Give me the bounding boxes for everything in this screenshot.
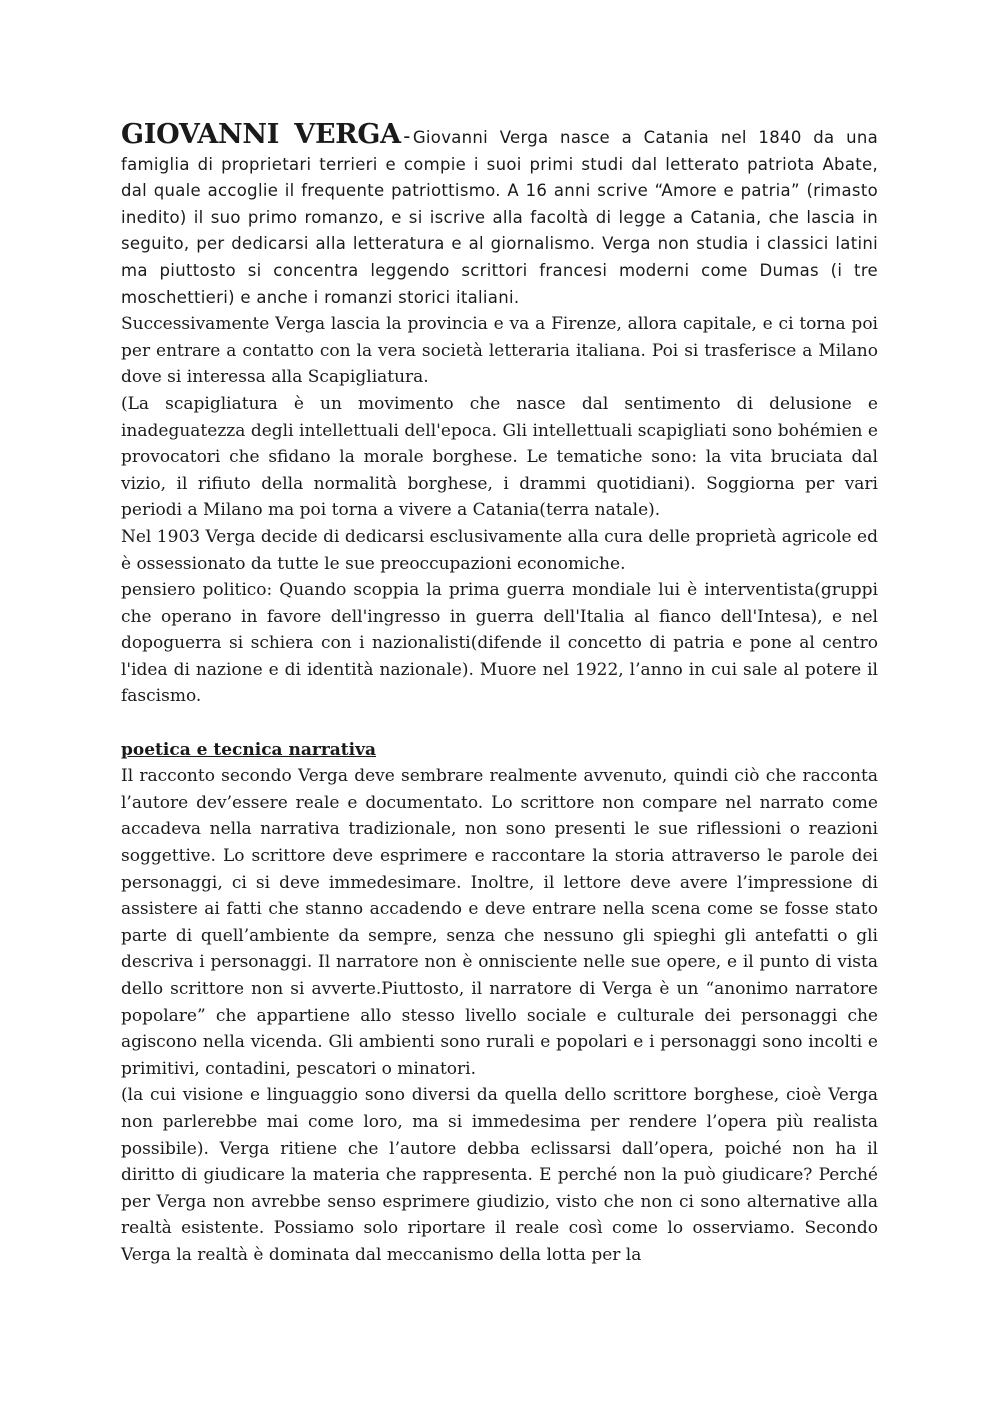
paragraph-scapigliatura: (La scapigliatura è un movimento che nasce dal sentimento di delusione e inadeguatezza degli intellettuali dell'epoca. Gli intellettuali scapigliati sono bohémien e provocatori che sfidano la morale borghese. Le tematiche sono: la vita bruciata dal vizio, il rifiuto della normalità borghese, i drammi quotidiani). Soggiorna per vari periodi a Milano ma poi torna a vivere a Catania(terra natale). — [121, 393, 878, 521]
paragraph-florence: Successivamente Verga lascia la provincia e va a Firenze, allora capitale, e ci torna poi per entrare a contatto con la vera società letteraria italiana. Poi si trasferisce a Milano dove si interessa alla Scapigliatura. — [121, 314, 878, 388]
blank-line — [121, 710, 878, 737]
paragraph-1903: Nel 1903 Verga decide di dedicarsi esclusivamente alla cura delle proprietà agricole ed è ossessionato da tutte le sue preoccupazioni economiche. — [121, 526, 878, 574]
title-separator: - — [400, 124, 413, 148]
intro-text: Giovanni Verga nasce a Catania nel 1840 da una famiglia di proprietari terrieri e compie i suoi primi studi dal letterato patriota Abate, dal quale accoglie il frequente patriottismo. A 16 anni scrive “Amore e patria” (rimasto inedito) il suo primo romanzo, e si iscrive alla facoltà di legge a Catania, che lascia in seguito, per dedicarsi alla letteratura e al giornalismo. Verga non studia i classici latini ma piuttosto si concentra leggendo scrittori francesi moderni come Dumas (i tre moschettieri) e anche i romanzi storici italiani. — [121, 128, 878, 307]
paragraph-political-thought: pensiero politico: Quando scoppia la prima guerra mondiale lui è interventista(gruppi che operano in favore dell'ingresso in guerra dell'Italia al fianco dell'Intesa), e nel dopoguerra si schiera con i nazionalisti(difende il concetto di patria e pone al centro l'idea di nazione e di identità nazionale). Muore nel 1922, l’anno in cui sale al potere il fascismo. — [121, 580, 878, 707]
intro-paragraph — [121, 119, 878, 311]
paragraph-narrative-technique: Il racconto secondo Verga deve sembrare realmente avvenuto, quindi ciò che racconta l’autore dev’essere reale e documentato. Lo scrittore non compare nel narrato come accadeva nella narrativa tradizionale, non sono presenti le sue riflessioni o reazioni soggettive. Lo scrittore deve esprimere e raccontare la storia attraverso le parole dei personaggi, ci si deve immedesimare. Inoltre, il lettore deve avere l’impressione di assistere ai fatti che stanno accadendo e deve entrare nella scena come se fosse stato parte di quell’ambiente da sempre, senza che nessuno gli spieghi gli antefatti o gli descriva i personaggi. Il narratore non è onnisciente nelle sue opere, e il punto di vista dello scrittore non si avverte.Piuttosto, il narratore di Verga è un “anonimo narratore popolare” che appartiene allo stesso livello sociale e culturale dei personaggi che agiscono nella vicenda. Gli ambienti sono rurali e popolari e i personaggi sono incolti e primitivi, contadini, pescatori o minatori. — [121, 766, 878, 1079]
paragraph-author-eclipse: (la cui visione e linguaggio sono diversi da quella dello scrittore borghese, cioè Verga non parlerebbe mai come loro, ma si immedesima per rendere l’opera più realista possibile). Verga ritiene che l’autore debba eclissarsi dall’opera, poiché non ha il diritto di giudicare la materia che rappresenta. E perché non la può giudicare? Perché per Verga non avrebbe senso esprimere giudizio, visto che non ci sono alternative alla realtà esistente. Possiamo solo riportare il reale così come lo osserviamo. Secondo Verga la realtà è dominata dal meccanismo della lotta per la — [121, 1085, 878, 1265]
document-page — [121, 119, 878, 1269]
document-title: GIOVANNI VERGA — [121, 119, 401, 150]
section-heading: poetica e tecnica narrativa — [121, 739, 376, 760]
